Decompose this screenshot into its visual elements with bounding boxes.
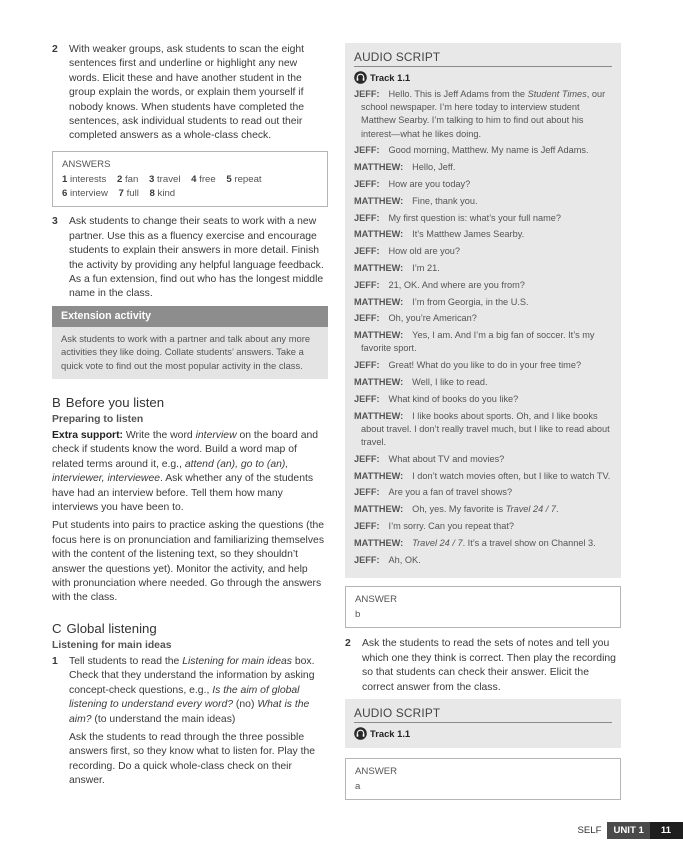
- script-line: MATTHEW: I don’t watch movies often, but I like to watch TV.: [354, 470, 611, 481]
- instruction-item-2: [52, 43, 328, 144]
- answer-value: b: [355, 609, 361, 621]
- section-b: [52, 395, 328, 606]
- item-text-continued: Ask the students to read through the three possible answers first, so they know what to listen for. Play the recording. Do a quick whole-class check on their answer.: [69, 731, 316, 787]
- answer-item: 2 fan: [116, 174, 139, 186]
- answer-item: 5 repeat: [226, 174, 262, 186]
- speaker-label: MATTHEW:: [354, 262, 404, 273]
- left-column: [52, 43, 328, 793]
- answer-item: 6 interview: [62, 187, 108, 199]
- answer-item: 4 free: [191, 174, 216, 186]
- extension-activity-title: Extension activity: [52, 306, 328, 327]
- speaker-label: JEFF:: [354, 89, 380, 99]
- audio-script-title: AUDIO SCRIPT: [354, 706, 612, 723]
- script-line: JEFF: How are you today?: [354, 179, 471, 189]
- page-footer: [577, 822, 683, 839]
- item-text: Ask students to change their seats to work with a new partner. Use this as a fluency exercise and encourage students to explain their answers in more detail. Finish the activity by providing any helpful language feedback. As a fun extension, find out who has the longest middle name in the class.: [69, 216, 324, 300]
- speaker-label: MATTHEW:: [354, 410, 404, 421]
- answer-value: a: [355, 780, 361, 792]
- answer-item: 3 travel: [148, 174, 181, 186]
- script-line: MATTHEW: I like books about sports. Oh, and I like books about travel. I don’t really travel much, but I like to read about travel.: [354, 410, 610, 447]
- track-label: Track 1.1: [354, 727, 612, 740]
- script-line: MATTHEW: I’m from Georgia, in the U.S.: [354, 296, 529, 307]
- speaker-label: MATTHEW:: [354, 229, 404, 240]
- section-b-subheading: Preparing to listen: [52, 414, 144, 425]
- speaker-label: MATTHEW:: [354, 195, 404, 206]
- pairs-paragraph: Put students into pairs to practice asking the questions (the focus here is on pronunciation and familiarizing themselves with the content of the listening text, so they shouldn’t answer the questions yet). Monitor the activity, and help with pronunciation where needed. Go through the answers with the class.: [52, 520, 325, 604]
- answer-label: ANSWER: [355, 594, 398, 606]
- item-text: Ask the students to read the sets of notes and tell you which one they think is correct. Then play the recording so that students can check their answer. Elicit the correct answer from the class.: [362, 638, 616, 693]
- item-text: With weaker groups, ask students to scan the eight sentences first and underline or highlight any new words. Elicit these and have another student in the group explain the words, or explain them yourself if nobody knows. When students have completed the sentences, ask individual students to read out their completed answers as a whole-class check.: [69, 44, 305, 142]
- script-line: JEFF: Hello. This is Jeff Adams from the Student Times, our school newspaper. I’m here today to interview student Matthew Searby. I’m talking to him to find out about his interest—what he likes doing.: [354, 89, 606, 139]
- instruction-item-3: [52, 215, 328, 301]
- script-line: JEFF: Good morning, Matthew. My name is Jeff Adams.: [354, 145, 589, 156]
- extension-activity-text: Ask students to work with a partner and talk about any more activities they like doing. Collate students’ answers. Take a quick vote to find out the most popular activity in the class.: [61, 332, 311, 371]
- right-column: [345, 43, 621, 800]
- script-line: MATTHEW: Yes, I am. And I’m a big fan of soccer. It’s my favorite sport.: [354, 330, 595, 354]
- script-line: MATTHEW: I’m 21.: [354, 262, 440, 273]
- answers-label: ANSWERS: [62, 158, 111, 170]
- speaker-label: JEFF:: [354, 145, 380, 156]
- script-line: JEFF: My first question is: what’s your full name?: [354, 212, 561, 223]
- extra-support-paragraph: Extra support: Write the word interview on the board and check if students know the word. Build a word map of related terms around it, e.g., attend (an), go to (an), interviewer, interviewee. Ask whether any of the students have had an interview before. Tell them how many interviews you have been to.: [52, 430, 319, 514]
- instruction-item-c2: [345, 637, 621, 695]
- script-line: MATTHEW: Oh, yes. My favorite is Travel 24 / 7.: [354, 504, 559, 515]
- script-line: MATTHEW: It’s Matthew James Searby.: [354, 229, 525, 240]
- headphones-icon: [354, 71, 367, 84]
- speaker-label: JEFF:: [354, 179, 380, 189]
- script-line: JEFF: How old are you?: [354, 246, 461, 257]
- track-label: Track 1.1: [354, 71, 612, 84]
- section-b-heading: B Before you listen: [52, 395, 165, 410]
- script-lines: [354, 88, 612, 567]
- section-c: [52, 621, 328, 789]
- section-c-heading: C Global listening: [52, 620, 157, 636]
- section-c-subheading: Listening for main ideas: [52, 639, 172, 651]
- audio-script-box-2: [345, 699, 621, 748]
- headphones-icon: [354, 727, 367, 740]
- audio-script-title: AUDIO SCRIPT: [354, 50, 612, 67]
- script-line: MATTHEW: Hello, Jeff.: [354, 162, 456, 173]
- answer-label: ANSWER: [355, 765, 398, 777]
- audio-script-box-1: [345, 43, 621, 578]
- script-line: JEFF: 21, OK. And where are you from?: [354, 279, 525, 290]
- speaker-label: MATTHEW:: [354, 504, 404, 515]
- speaker-label: JEFF:: [354, 246, 380, 257]
- footer-self-label: SELF: [577, 825, 602, 836]
- script-line: JEFF: Great! What do you like to do in your free time?: [354, 360, 582, 371]
- extension-activity-box: [52, 306, 328, 379]
- speaker-label: JEFF:: [354, 453, 380, 464]
- speaker-label: JEFF:: [354, 212, 380, 223]
- script-line: MATTHEW: Travel 24 / 7. It’s a travel show on Channel 3.: [354, 537, 596, 548]
- answer-box-1: [345, 586, 621, 628]
- answer-item: 7 full: [118, 187, 139, 199]
- script-line: MATTHEW: Well, I like to read.: [354, 376, 488, 387]
- script-line: JEFF: What about TV and movies?: [354, 453, 505, 464]
- speaker-label: MATTHEW:: [354, 162, 404, 173]
- speaker-label: MATTHEW:: [354, 470, 404, 481]
- speaker-label: JEFF:: [354, 520, 380, 531]
- speaker-label: MATTHEW:: [354, 330, 404, 341]
- answers-row-1: [62, 173, 318, 187]
- speaker-label: JEFF:: [354, 360, 380, 371]
- item-number: 2: [52, 44, 58, 55]
- speaker-label: JEFF:: [354, 487, 380, 498]
- item-number: 2: [345, 638, 351, 650]
- answer-item: 8 kind: [149, 187, 176, 199]
- speaker-label: MATTHEW:: [354, 376, 404, 387]
- speaker-label: JEFF:: [354, 554, 380, 565]
- answers-box: [52, 151, 328, 208]
- speaker-label: JEFF:: [354, 393, 380, 404]
- script-line: JEFF: I’m sorry. Can you repeat that?: [354, 520, 514, 531]
- item-number: 1: [52, 655, 58, 667]
- script-line: JEFF: Oh, you’re American?: [354, 313, 477, 324]
- page-number: 11: [650, 822, 683, 839]
- script-line: JEFF: Ah, OK.: [354, 554, 421, 565]
- script-line: JEFF: Are you a fan of travel shows?: [354, 487, 513, 498]
- footer-unit-label: UNIT 1: [607, 822, 649, 839]
- answer-item: 1 interests: [62, 174, 107, 186]
- speaker-label: MATTHEW:: [354, 296, 404, 307]
- item-text: Tell students to read the Listening for main ideas box. Check that they understand the information by asking concept-check questions, e.g., Is the aim of global listening to understand every word? (no) What is the aim? (to understand the main ideas): [69, 655, 315, 725]
- answer-box-2: [345, 758, 621, 800]
- speaker-label: JEFF:: [354, 313, 380, 324]
- script-line: MATTHEW: Fine, thank you.: [354, 195, 478, 206]
- answers-row-2: [62, 187, 318, 201]
- script-line: JEFF: What kind of books do you like?: [354, 393, 519, 404]
- speaker-label: MATTHEW:: [354, 537, 404, 548]
- instruction-item-c1: [52, 655, 328, 789]
- item-number: 3: [52, 216, 58, 228]
- speaker-label: JEFF:: [354, 279, 380, 290]
